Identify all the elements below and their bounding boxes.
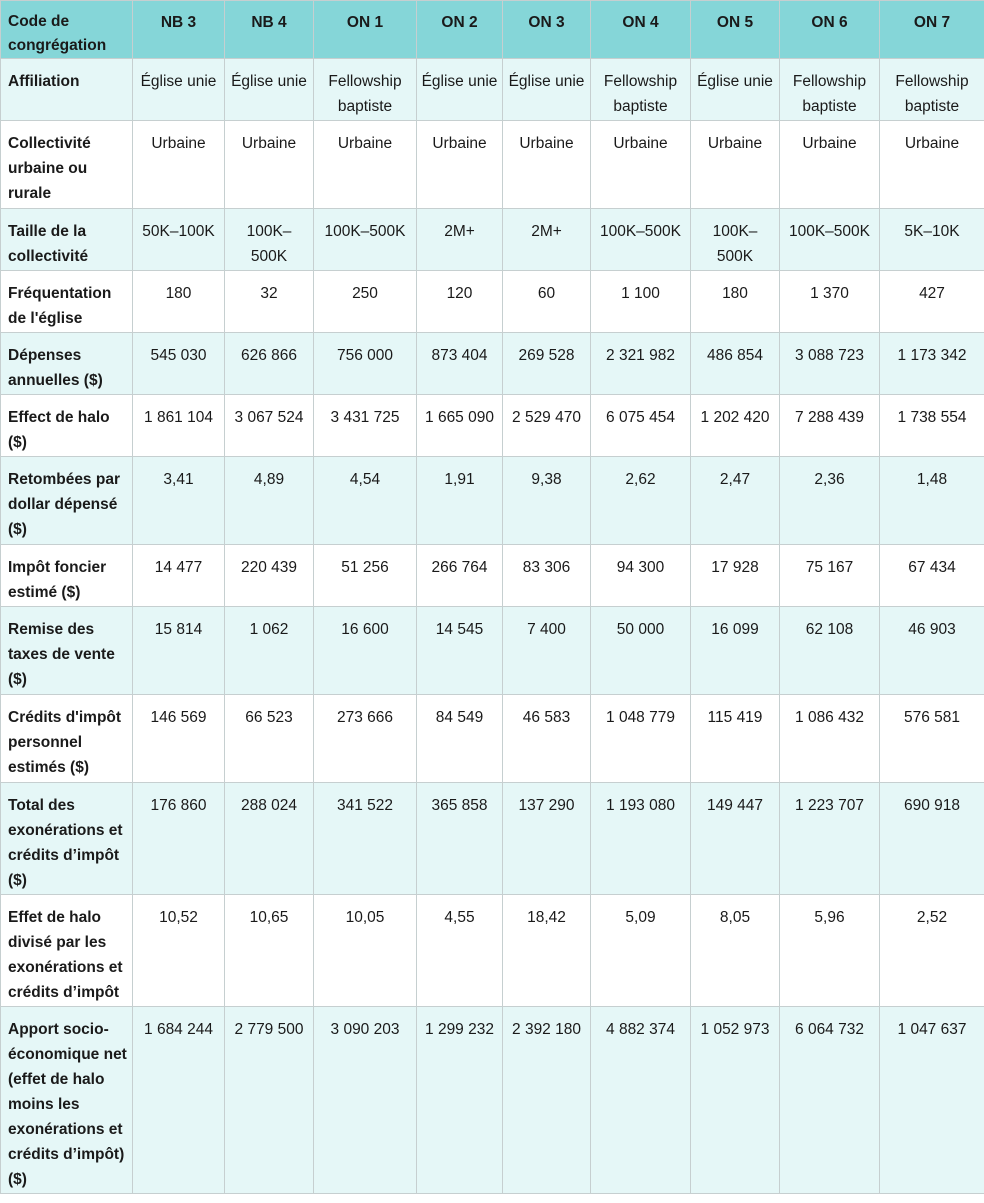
table-cell: 1 100: [591, 271, 691, 333]
row-label: Retombées par dollar dépensé ($): [1, 457, 133, 545]
table-cell: 2M+: [503, 209, 591, 271]
table-cell: 4,89: [225, 457, 314, 545]
table-cell: Fellowship baptiste: [314, 59, 417, 121]
table-cell: 176 860: [133, 783, 225, 895]
table-cell: 1 193 080: [591, 783, 691, 895]
table-cell: 4 882 374: [591, 1007, 691, 1194]
table-cell: 8,05: [691, 895, 780, 1007]
header-row: [1, 1, 984, 59]
table-cell: 3 088 723: [780, 333, 880, 395]
table-cell: 149 447: [691, 783, 780, 895]
table-row: [1, 395, 984, 457]
table-row: [1, 59, 984, 121]
table-row: [1, 1007, 984, 1194]
table-row: [1, 457, 984, 545]
table-row: [1, 121, 984, 209]
table-cell: 576 581: [880, 695, 984, 783]
table-cell: Église unie: [417, 59, 503, 121]
table-header: [1, 1, 984, 59]
table-cell: 341 522: [314, 783, 417, 895]
table-cell: 5K–10K: [880, 209, 984, 271]
table-cell: 9,38: [503, 457, 591, 545]
row-label: Apport socio-économique net (effet de halo moins les exonérations et crédits d’impôt) ($): [1, 1007, 133, 1194]
table-cell: 115 419: [691, 695, 780, 783]
table-cell: 180: [133, 271, 225, 333]
table-cell: 100K–500K: [591, 209, 691, 271]
table-cell: 3 090 203: [314, 1007, 417, 1194]
table-cell: 50K–100K: [133, 209, 225, 271]
table-cell: Urbaine: [225, 121, 314, 209]
table-cell: 1 738 554: [880, 395, 984, 457]
table-cell: 1,48: [880, 457, 984, 545]
table-cell: 4,54: [314, 457, 417, 545]
table-cell: Église unie: [225, 59, 314, 121]
table-cell: 51 256: [314, 545, 417, 607]
header-corner-label: Code de congrégation: [1, 1, 133, 59]
table-cell: 67 434: [880, 545, 984, 607]
table-cell: 10,52: [133, 895, 225, 1007]
table-cell: Fellowship baptiste: [591, 59, 691, 121]
table-cell: 60: [503, 271, 591, 333]
column-header: ON 6: [780, 1, 880, 59]
table-cell: Fellowship baptiste: [780, 59, 880, 121]
table-cell: 66 523: [225, 695, 314, 783]
table-cell: 10,65: [225, 895, 314, 1007]
table-cell: 46 903: [880, 607, 984, 695]
table-cell: 545 030: [133, 333, 225, 395]
table-cell: 2 321 982: [591, 333, 691, 395]
table-cell: 46 583: [503, 695, 591, 783]
row-label: Effet de halo divisé par les exonérations et crédits d’impôt: [1, 895, 133, 1007]
table-cell: 1 202 420: [691, 395, 780, 457]
table-cell: 2 529 470: [503, 395, 591, 457]
table-cell: 1 052 973: [691, 1007, 780, 1194]
table-cell: 1 299 232: [417, 1007, 503, 1194]
table-cell: 269 528: [503, 333, 591, 395]
column-header: ON 5: [691, 1, 780, 59]
table-row: [1, 895, 984, 1007]
table-cell: 5,09: [591, 895, 691, 1007]
table-cell: 120: [417, 271, 503, 333]
table-cell: 1 223 707: [780, 783, 880, 895]
column-header: NB 3: [133, 1, 225, 59]
table-cell: 100K–500K: [691, 209, 780, 271]
table-cell: 365 858: [417, 783, 503, 895]
table-cell: 15 814: [133, 607, 225, 695]
table-cell: Urbaine: [417, 121, 503, 209]
row-label: Affiliation: [1, 59, 133, 121]
table-cell: 137 290: [503, 783, 591, 895]
table-cell: 1 086 432: [780, 695, 880, 783]
table-cell: 2,52: [880, 895, 984, 1007]
table-cell: 1 173 342: [880, 333, 984, 395]
table-cell: Urbaine: [780, 121, 880, 209]
table-cell: 756 000: [314, 333, 417, 395]
table-cell: 288 024: [225, 783, 314, 895]
table-cell: Urbaine: [880, 121, 984, 209]
table-cell: Urbaine: [691, 121, 780, 209]
table-cell: 873 404: [417, 333, 503, 395]
table-row: [1, 209, 984, 271]
table-cell: 18,42: [503, 895, 591, 1007]
column-header: NB 4: [225, 1, 314, 59]
table-cell: Église unie: [691, 59, 780, 121]
table-cell: 2,36: [780, 457, 880, 545]
table-cell: 75 167: [780, 545, 880, 607]
table-cell: 94 300: [591, 545, 691, 607]
table-cell: 2,62: [591, 457, 691, 545]
column-header: ON 7: [880, 1, 984, 59]
row-label: Collectivité urbaine ou rurale: [1, 121, 133, 209]
row-label: Taille de la collectivité: [1, 209, 133, 271]
table-cell: 62 108: [780, 607, 880, 695]
table-cell: 1 047 637: [880, 1007, 984, 1194]
column-header: ON 2: [417, 1, 503, 59]
table-cell: 220 439: [225, 545, 314, 607]
table-row: [1, 545, 984, 607]
table-cell: 100K–500K: [314, 209, 417, 271]
table-cell: 273 666: [314, 695, 417, 783]
table-body: [1, 59, 984, 1194]
table-cell: 5,96: [780, 895, 880, 1007]
table-cell: Urbaine: [591, 121, 691, 209]
table-cell: 1,91: [417, 457, 503, 545]
row-label: Remise des taxes de vente ($): [1, 607, 133, 695]
table-row: [1, 695, 984, 783]
table-cell: 16 600: [314, 607, 417, 695]
table-cell: 1 861 104: [133, 395, 225, 457]
row-label: Effect de halo ($): [1, 395, 133, 457]
table-cell: 7 400: [503, 607, 591, 695]
column-header: ON 1: [314, 1, 417, 59]
table-cell: 50 000: [591, 607, 691, 695]
table-row: [1, 271, 984, 333]
table-cell: 427: [880, 271, 984, 333]
table-cell: 17 928: [691, 545, 780, 607]
table-cell: 1 684 244: [133, 1007, 225, 1194]
table-cell: 2M+: [417, 209, 503, 271]
table-cell: 6 064 732: [780, 1007, 880, 1194]
table-cell: 3 431 725: [314, 395, 417, 457]
table-cell: 486 854: [691, 333, 780, 395]
table-cell: 3,41: [133, 457, 225, 545]
table-cell: 1 062: [225, 607, 314, 695]
table-cell: 84 549: [417, 695, 503, 783]
row-label: Impôt foncier estimé ($): [1, 545, 133, 607]
table-cell: 1 665 090: [417, 395, 503, 457]
table-row: [1, 607, 984, 695]
column-header: ON 3: [503, 1, 591, 59]
table-cell: 4,55: [417, 895, 503, 1007]
table-cell: 2,47: [691, 457, 780, 545]
table-cell: 1 370: [780, 271, 880, 333]
table-cell: Fellowship baptiste: [880, 59, 984, 121]
table-cell: 146 569: [133, 695, 225, 783]
row-label: Fréquentation de l'église: [1, 271, 133, 333]
table-cell: Urbaine: [503, 121, 591, 209]
table-cell: 626 866: [225, 333, 314, 395]
table-cell: 16 099: [691, 607, 780, 695]
table-cell: 100K–500K: [225, 209, 314, 271]
table-cell: 100K–500K: [780, 209, 880, 271]
table-cell: 83 306: [503, 545, 591, 607]
table-cell: 250: [314, 271, 417, 333]
table-cell: 14 477: [133, 545, 225, 607]
table-row: [1, 333, 984, 395]
table-cell: 7 288 439: [780, 395, 880, 457]
table-cell: 690 918: [880, 783, 984, 895]
table-cell: Église unie: [503, 59, 591, 121]
table-cell: 1 048 779: [591, 695, 691, 783]
table-cell: Église unie: [133, 59, 225, 121]
row-label: Total des exonérations et crédits d’impôt ($): [1, 783, 133, 895]
table-cell: 2 392 180: [503, 1007, 591, 1194]
table-cell: 180: [691, 271, 780, 333]
table-cell: 14 545: [417, 607, 503, 695]
table-cell: 3 067 524: [225, 395, 314, 457]
row-label: Dépenses annuelles ($): [1, 333, 133, 395]
table-cell: 32: [225, 271, 314, 333]
table-cell: 266 764: [417, 545, 503, 607]
table-cell: Urbaine: [314, 121, 417, 209]
table-row: [1, 783, 984, 895]
table-cell: 2 779 500: [225, 1007, 314, 1194]
column-header: ON 4: [591, 1, 691, 59]
row-label: Crédits d'impôt personnel estimés ($): [1, 695, 133, 783]
table-cell: Urbaine: [133, 121, 225, 209]
table-cell: 6 075 454: [591, 395, 691, 457]
table-cell: 10,05: [314, 895, 417, 1007]
